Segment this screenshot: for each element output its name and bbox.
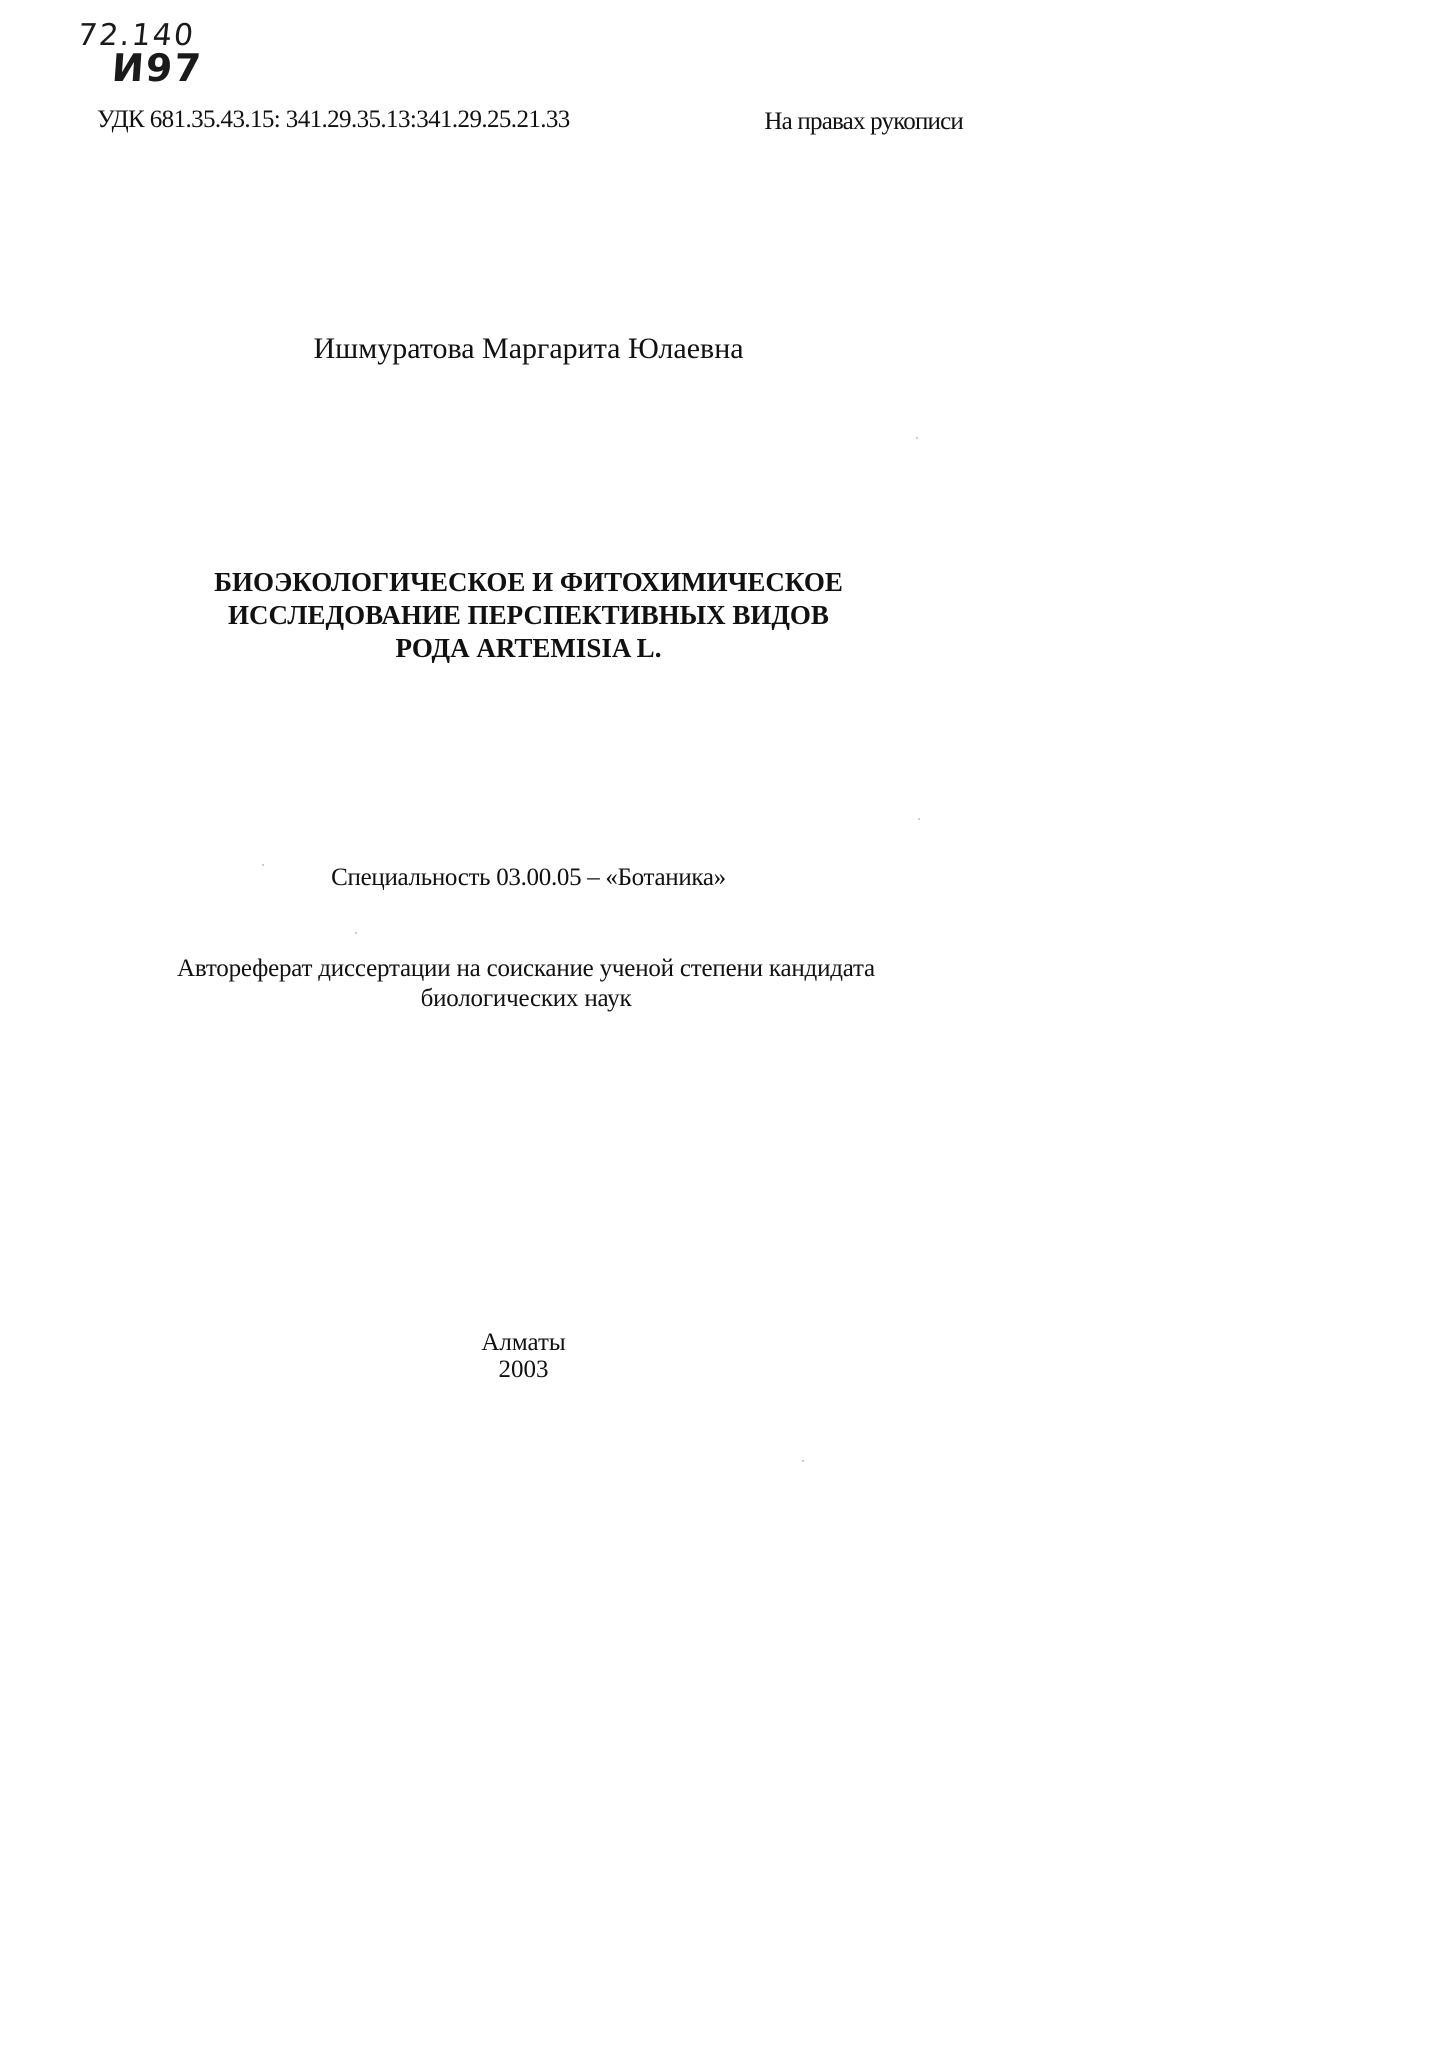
abstract-line: биологических наук [420, 985, 632, 1012]
scan-speck [355, 932, 357, 934]
publication-year: 2003 [498, 1356, 549, 1383]
manuscript-rights-note: На правах рукописи [764, 108, 963, 135]
scan-speck [802, 1460, 804, 1462]
handwritten-catalog-mark: И97 [110, 46, 205, 90]
abstract-description [0, 954, 1052, 1014]
title-line: РОДА ARTEMISIA L. [395, 633, 662, 663]
scan-speck [262, 864, 264, 866]
specialty-line: Специальность 03.00.05 – «Ботаника» [331, 864, 726, 891]
title-line: БИОЭКОЛОГИЧЕСКОЕ И ФИТОХИМИЧЕСКОЕ [214, 567, 843, 597]
abstract-line: Автореферат диссертации на соискание ученой степени кандидата [177, 955, 875, 982]
title-line: ИССЛЕДОВАНИЕ ПЕРСПЕКТИВНЫХ ВИДОВ [228, 600, 829, 630]
handwritten-shelf-code: 72.140 [76, 18, 197, 53]
scan-speck [918, 818, 920, 820]
dissertation-title [0, 566, 1057, 665]
udk-classification: УДК 681.35.43.15: 341.29.35.13:341.29.25.21.33 [97, 106, 570, 133]
scan-speck [916, 437, 918, 439]
author-name: Ишмуратова Маргарита Юлаевна [313, 332, 744, 365]
publication-city: Алматы [481, 1329, 566, 1356]
